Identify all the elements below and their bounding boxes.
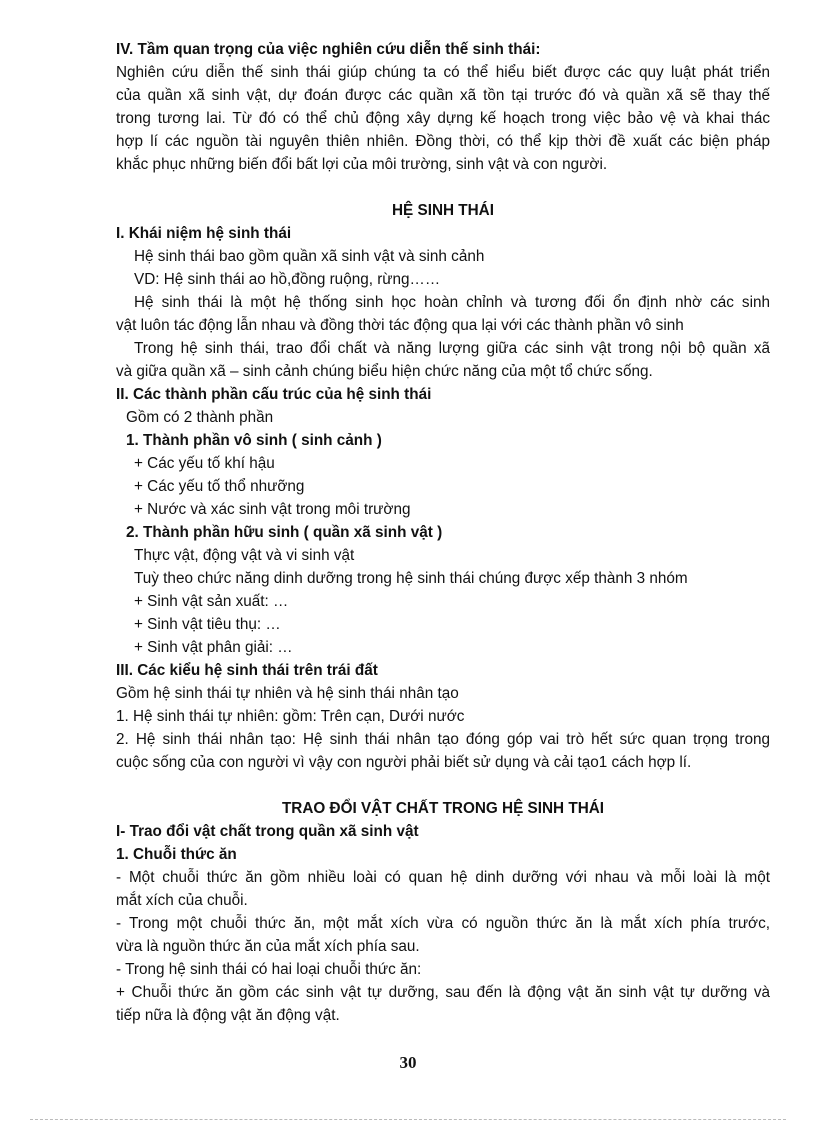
section-heading: III. Các kiểu hệ sinh thái trên trái đất bbox=[116, 662, 378, 679]
paragraph-line: cuộc sống của con người vì vậy con người phải biết sử dụng và cải tạo1 cách hợp lí. bbox=[116, 754, 692, 771]
chapter-title: TRAO ĐỔI VẬT CHẤT TRONG HỆ SINH THÁI bbox=[281, 800, 605, 817]
paragraph-line: - Trong hệ sinh thái có hai loại chuỗi thức ăn: bbox=[116, 961, 422, 978]
paragraph-line: Tuỳ theo chức năng dinh dưỡng trong hệ sinh thái chúng được xếp thành 3 nhóm bbox=[134, 570, 688, 587]
page-number: 30 bbox=[399, 1053, 417, 1072]
paragraph-line: - Trong một chuỗi thức ăn, một mắt xích vừa có nguồn thức ăn là mắt xích phía trước, bbox=[116, 915, 770, 932]
paragraph-line: Gồm có 2 thành phần bbox=[126, 409, 274, 426]
paragraph-line: Nghiên cứu diễn thế sinh thái giúp chúng ta có thể hiểu biết được các quy luật phát triển bbox=[116, 64, 770, 81]
document-page bbox=[116, 38, 770, 1027]
paragraph-line: 1. Hệ sinh thái tự nhiên: gồm: Trên cạn, Dưới nước bbox=[116, 708, 465, 725]
paragraph-line: trong tương lai. Từ đó có thể chủ động xây dựng kế hoạch trong việc bảo vệ và khai thác bbox=[116, 110, 770, 127]
paragraph-line: khắc phục những biến đổi bất lợi của môi trường, sinh vật và con người. bbox=[116, 156, 608, 173]
paragraph-line: mắt xích của chuỗi. bbox=[116, 892, 248, 909]
paragraph-line: của quần xã sinh vật, dự đoán được các quần xã tồn tại trước đó và quần xã sẽ thay thế bbox=[116, 87, 770, 104]
paragraph-line: - Một chuỗi thức ăn gồm nhiều loài có quan hệ dinh dưỡng với nhau và mỗi loài là một bbox=[116, 869, 770, 886]
list-item: + Các yếu tố khí hậu bbox=[134, 455, 275, 472]
paragraph-line: hợp lí các nguồn tài nguyên thiên nhiên. Đồng thời, có thể kịp thời đề xuất các biện pháp bbox=[116, 133, 770, 150]
paragraph-line: Gồm hệ sinh thái tự nhiên và hệ sinh thái nhân tạo bbox=[116, 685, 459, 702]
list-item: + Các yếu tố thổ nhưỡng bbox=[134, 478, 305, 495]
paragraph-line: 2. Hệ sinh thái nhân tạo: Hệ sinh thái nhân tạo đóng góp vai trò hết sức quan trọng trong bbox=[116, 731, 770, 748]
paragraph-line: và giữa quần xã – sinh cảnh chúng biểu hiện chức năng của một tổ chức sống. bbox=[116, 363, 653, 380]
list-item: + Nước và xác sinh vật trong môi trường bbox=[134, 501, 411, 518]
paragraph-line: + Chuỗi thức ăn gồm các sinh vật tự dưỡng, sau đến là động vật ăn sinh vật tự dưỡng và bbox=[116, 984, 770, 1001]
subsection-heading: 1. Chuỗi thức ăn bbox=[116, 846, 237, 863]
section-heading: I. Khái niệm hệ sinh thái bbox=[116, 225, 292, 242]
section-heading: IV. Tầm quan trọng của việc nghiên cứu diễn thế sinh thái: bbox=[116, 41, 541, 58]
paragraph-line: Hệ sinh thái là một hệ thống sinh học hoàn chỉnh và tương đối ổn định nhờ các sinh bbox=[134, 294, 770, 311]
list-item: + Sinh vật tiêu thụ: … bbox=[134, 616, 281, 633]
paragraph-line: tiếp nữa là động vật ăn động vật. bbox=[116, 1007, 340, 1024]
paragraph-line: Trong hệ sinh thái, trao đổi chất và năng lượng giữa các sinh vật trong nội bộ quần xã bbox=[134, 340, 770, 357]
section-heading: II. Các thành phần cấu trúc của hệ sinh thái bbox=[116, 386, 432, 403]
paragraph-line: vừa là nguồn thức ăn của mắt xích phía sau. bbox=[116, 938, 420, 955]
list-item: + Sinh vật phân giải: … bbox=[134, 639, 293, 656]
list-item: + Sinh vật sản xuất: … bbox=[134, 593, 289, 610]
page-bottom-divider bbox=[30, 1119, 786, 1120]
paragraph-line: vật luôn tác động lẫn nhau và đồng thời tác động qua lại với các thành phần vô sinh bbox=[116, 317, 684, 334]
chapter-title: HỆ SINH THÁI bbox=[392, 202, 494, 219]
subsection-heading: 2. Thành phần hữu sinh ( quần xã sinh vật ) bbox=[126, 524, 443, 541]
paragraph-line: VD: Hệ sinh thái ao hồ,đồng ruộng, rừng…… bbox=[134, 271, 441, 288]
section-heading: I- Trao đổi vật chất trong quần xã sinh vật bbox=[116, 823, 419, 840]
paragraph-line: Thực vật, động vật và vi sinh vật bbox=[134, 547, 355, 564]
subsection-heading: 1. Thành phần vô sinh ( sinh cảnh ) bbox=[126, 432, 382, 449]
paragraph-line: Hệ sinh thái bao gồm quần xã sinh vật và sinh cảnh bbox=[134, 248, 485, 265]
